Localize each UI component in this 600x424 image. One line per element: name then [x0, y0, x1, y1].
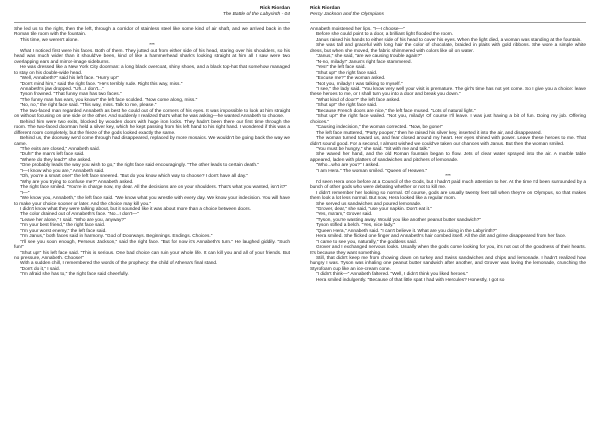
paragraph: The right face smiled. "You're in charge now, my dear. All the decisions are on your shoulders. That's what you wanted, isn't it?"	[20, 185, 287, 191]
paragraph: She waved her hand, and the old Roman fountain began to flow. Jets of clear water sprayed into the air. A marble table appeared, laden with platters of sandwiches and pitchers of lemonade.	[310, 152, 586, 163]
paragraph: "Yes!" the left face said.	[316, 65, 366, 71]
paragraph: "Why are you trying to confuse me?" Annabeth asked.	[20, 179, 134, 185]
paragraph: Annabeth's jaw dropped. "Uh...I don't..."	[20, 86, 104, 92]
paragraph: She was tall and graceful with long hair the color of chocolate, braided in plaits with gold ribbons. She wore a simple white dress, but when she moved, the fabric shimmered with colors like oil on water.	[310, 43, 586, 54]
paragraph: "Shut up!" the right face said.	[316, 70, 378, 76]
left-page-text	[14, 27, 290, 278]
paragraph: The left face muttered, "Party pooper," then he raised his silver key, inserted it into the air, and disappeared.	[316, 130, 542, 136]
paragraph: "Excuse me?" the woman asked.	[316, 76, 386, 82]
paragraph: "Shut up!" the right face wailed. "Not you, milady! Of course I'll leave. I was just having a bit of fun. Doing my job. Offering choices."	[310, 114, 586, 125]
paragraph: "Oh, you're a smart one!" the left face sneered. "But do you know which way to choose? I don't have all day."	[20, 174, 248, 180]
paragraph: Annabeth moistened her lips. "I—I choose—"	[310, 27, 405, 32]
paragraph: "Duh!" the man's left face said.	[20, 152, 85, 158]
paragraph: Hera smiled. She flicked one finger and Annabeth's hair combed itself. All the dirt and grime disappeared from her face.	[316, 234, 567, 240]
paragraph: "Don't mind him," said the right face. "He's terribly rude. Right this way, miss."	[20, 81, 183, 87]
paragraph: I didn't know what they were talking about, but it sounded like it was about more than a choice between doors.	[20, 206, 251, 212]
paragraph: "Yes, ma'am," Grover said.	[316, 212, 373, 218]
paragraph: The two-faced man regarded Annabeth as best he could out of the corners of his eyes. It was impossible to look at him straight on without focusing on one side or the other. And suddenly I realized that's what he was asking—he wanted Annabeth to choose.	[14, 108, 290, 120]
paragraph: "Tyson, you're wasting away. Would you like another peanut butter sandwich?"	[316, 217, 481, 223]
paragraph: "N-no, milady!" Janus's right face stammered.	[316, 59, 412, 65]
paragraph: What I noticed first were his faces. Both of them. They jutted out from either side of his head, staring over his shoulders, so his head was much wider than it should've been, kind of like a hammerhead shark's looking straight at him all I saw were two overlapping ears and mirror-image sideburns.	[14, 48, 290, 65]
right-page	[300, 0, 600, 424]
paragraph: "Who...who are you?" I asked.	[316, 163, 380, 169]
paragraph: Tyson frowned. "That funny man has two faces."	[20, 92, 122, 98]
paragraph: "What kind of door?" the left face asked.	[316, 97, 401, 103]
paragraph: "Causing indecision," the woman corrected. "Now, be gone!"	[316, 125, 443, 131]
left-header-book-title: The Battle of the Labyrinth - 04	[222, 11, 290, 17]
paragraph: "I came to see you, naturally," the goddess said.	[316, 239, 417, 245]
paragraph: "The funny man has ears, you know!" the left face scolded. "Now come along, miss."	[20, 97, 198, 103]
paragraph: "Shut up!" the right face said.	[316, 103, 378, 109]
paragraph: "Because French doors are nice," the left face mused. "Lots of natural light."	[316, 108, 476, 114]
paragraph: With a sudden chill, I remembered the words of the prophecy: the child of Athena's final stand.	[20, 261, 218, 267]
paragraph: "You must be hungry," she said. "Sit with me and talk."	[316, 146, 430, 152]
right-page-text	[310, 27, 586, 283]
paragraph: "I am Hera." The woman smiled. "Queen of Heaven."	[316, 168, 428, 174]
right-page-header	[310, 6, 586, 23]
paragraph: "I'm afraid she has to," the right face said cheerfully.	[20, 272, 129, 278]
right-header-block	[310, 6, 384, 17]
paragraph: Before she could point to a door, a brilliant light flooded the room.	[316, 32, 454, 38]
paragraph: "Leave her alone," I said. "Who are you, anyway?"	[20, 217, 126, 223]
right-header-book-title: Percy Jackson and the Olympians	[310, 11, 384, 17]
paragraph: ***	[445, 174, 451, 180]
paragraph: I'd seen Hera once before at a Council of the Gods, but I hadn't paid much attention to her. At the time I'd been surrounded by a bunch of other gods who were debating whether or not to kill me.	[310, 179, 586, 191]
paragraph: "I see," the lady said. "You know very well your visit is premature. The girl's time has not yet come. So I give you a choice: leave these heroes to me, or I shall turn you into a door and break you down."	[310, 86, 586, 98]
paragraph: "Don't do it," I said.	[20, 266, 60, 272]
paragraph: "I'm your best friend," the right face said.	[20, 223, 106, 229]
left-header-author: Rick Riordan	[259, 6, 290, 11]
paragraph: ***	[149, 43, 155, 49]
paragraph: "Queen Hera," Annabeth said. "I can't believe it. What are you doing in the Labyrinth?"	[316, 228, 497, 234]
paragraph: The woman turned toward us, and fear closed around my heart. Her eyes shined with power. Leave these heroes to me. That didn't sound good. For a second, I almost wished we could've taken our chances with Janus. But then the woman smiled.	[310, 136, 586, 147]
paragraph: "I—I know who you are," Annabeth said.	[20, 168, 105, 174]
paragraph: Behind us, the doorway we'd come through had disappeared, replaced by more mosaics. We wouldn't be going back the way we came.	[14, 136, 290, 147]
paragraph: "No, no," the right face said. "This way, miss. Talk to me, please."	[20, 103, 157, 109]
left-header-block	[223, 6, 290, 17]
paragraph: "I—"	[20, 190, 30, 196]
paragraph: "I'm Janus," both faces said in harmony. "God of Doorways. Beginnings. Endings. Choices."	[20, 234, 213, 240]
right-header-author: Rick Riordan	[310, 6, 341, 11]
paragraph: "One probably leads the way you wish to go," the right face said encouragingly. "The other leads to certain death."	[20, 163, 260, 169]
paragraph: "Where do they lead?" she asked.	[20, 157, 92, 163]
paragraph: "The exits are closed," Annabeth said.	[20, 146, 100, 152]
paragraph: "Janus," she said, "are we causing trouble again?"	[316, 54, 422, 60]
paragraph: "Shut up!" his left face said. "This is serious. One bad choice can ruin your whole life. It can kill you and all of your friends. But no pressure, Annabeth. Choose!"	[14, 250, 290, 262]
paragraph: "Not you, milady! I was talking to myself."	[316, 81, 403, 87]
paragraph: "We know you, Annabeth," the left face said. "We know what you wrestle with every day. We know your indecision. You will have to make your choice sooner or later. And the choice may kill you."	[14, 196, 290, 207]
paragraph: "Well, Annabeth?" said his left face. "Hurry up!"	[20, 76, 119, 82]
paragraph: "Grover, dear," she said, "use your napkin. Don't eat it."	[316, 206, 432, 212]
paragraph: "I'm your worst enemy," the left face said.	[20, 228, 107, 234]
paragraph: She led us to the right, then the left, through a corridor of stainless steel like some kind of air shaft, and we arrived back in the Roman tile room with the fountain.	[14, 27, 290, 38]
left-page-header	[14, 6, 290, 23]
paragraph: He was dressed like a New York City doorman: a long black overcoat, shiny shoes, and a black top-hat that somehow managed to stay on his double-wide head.	[14, 65, 290, 76]
paragraph: Behind him were two exits, blocked by wooden doors with huge iron locks. They hadn't been there our first time through the room. The two-faced doorman held a silver key, which he kept passing from his left hand to his right hand. I wondered if this was a different room completely, but the frieze of the gods looked exactly the same.	[14, 119, 290, 136]
paragraph: Still, that didn't keep me from chowing down on turkey and Swiss sandwiches and chips and lemonade. I hadn't realized how hungry I was. Tyson was inhaling one peanut butter sandwich after another, and Grover was loving the lemonade, crunching the Styrofoam cup like an ice-cream cone.	[310, 256, 586, 272]
paragraph: The color drained out of Annabeth's face. "No...I don't—"	[20, 212, 139, 218]
paragraph: I didn't remember her looking so normal. Of course, gods are usually twenty feet tall when they're on Olympus, so that makes them look a lot less normal. But now, Hera looked like a regular mom.	[310, 190, 586, 202]
paragraph: Hera smiled indulgently. "Because of that little spat I had with Hercules? Honestly, I got so	[316, 277, 505, 283]
paragraph: She served us sandwiches and poured lemonade.	[316, 201, 422, 207]
paragraph: "I didn't think—" Annabeth faltered. "Well, I didn't think you liked heroes."	[316, 272, 469, 278]
paragraph: "I'll see you soon enough, Perseus Jackson," said the right face. "But for now it's Annabeth's turn." He laughed giddily. "Such fun!"	[14, 239, 290, 251]
paragraph: This time, we weren't alone.	[20, 37, 79, 43]
paragraph: Grover and I exchanged nervous looks. Usually when the gods come looking for you, it's not out of the goodness of their hearts. It's because they want something.	[310, 245, 586, 256]
paragraph: Janus raised his hands to either side of his head to cover his eyes. When the light died, a woman was standing at the fountain.	[316, 37, 582, 43]
paragraph: Tyson stifled a belch. "Yes, nice lady."	[316, 223, 396, 229]
